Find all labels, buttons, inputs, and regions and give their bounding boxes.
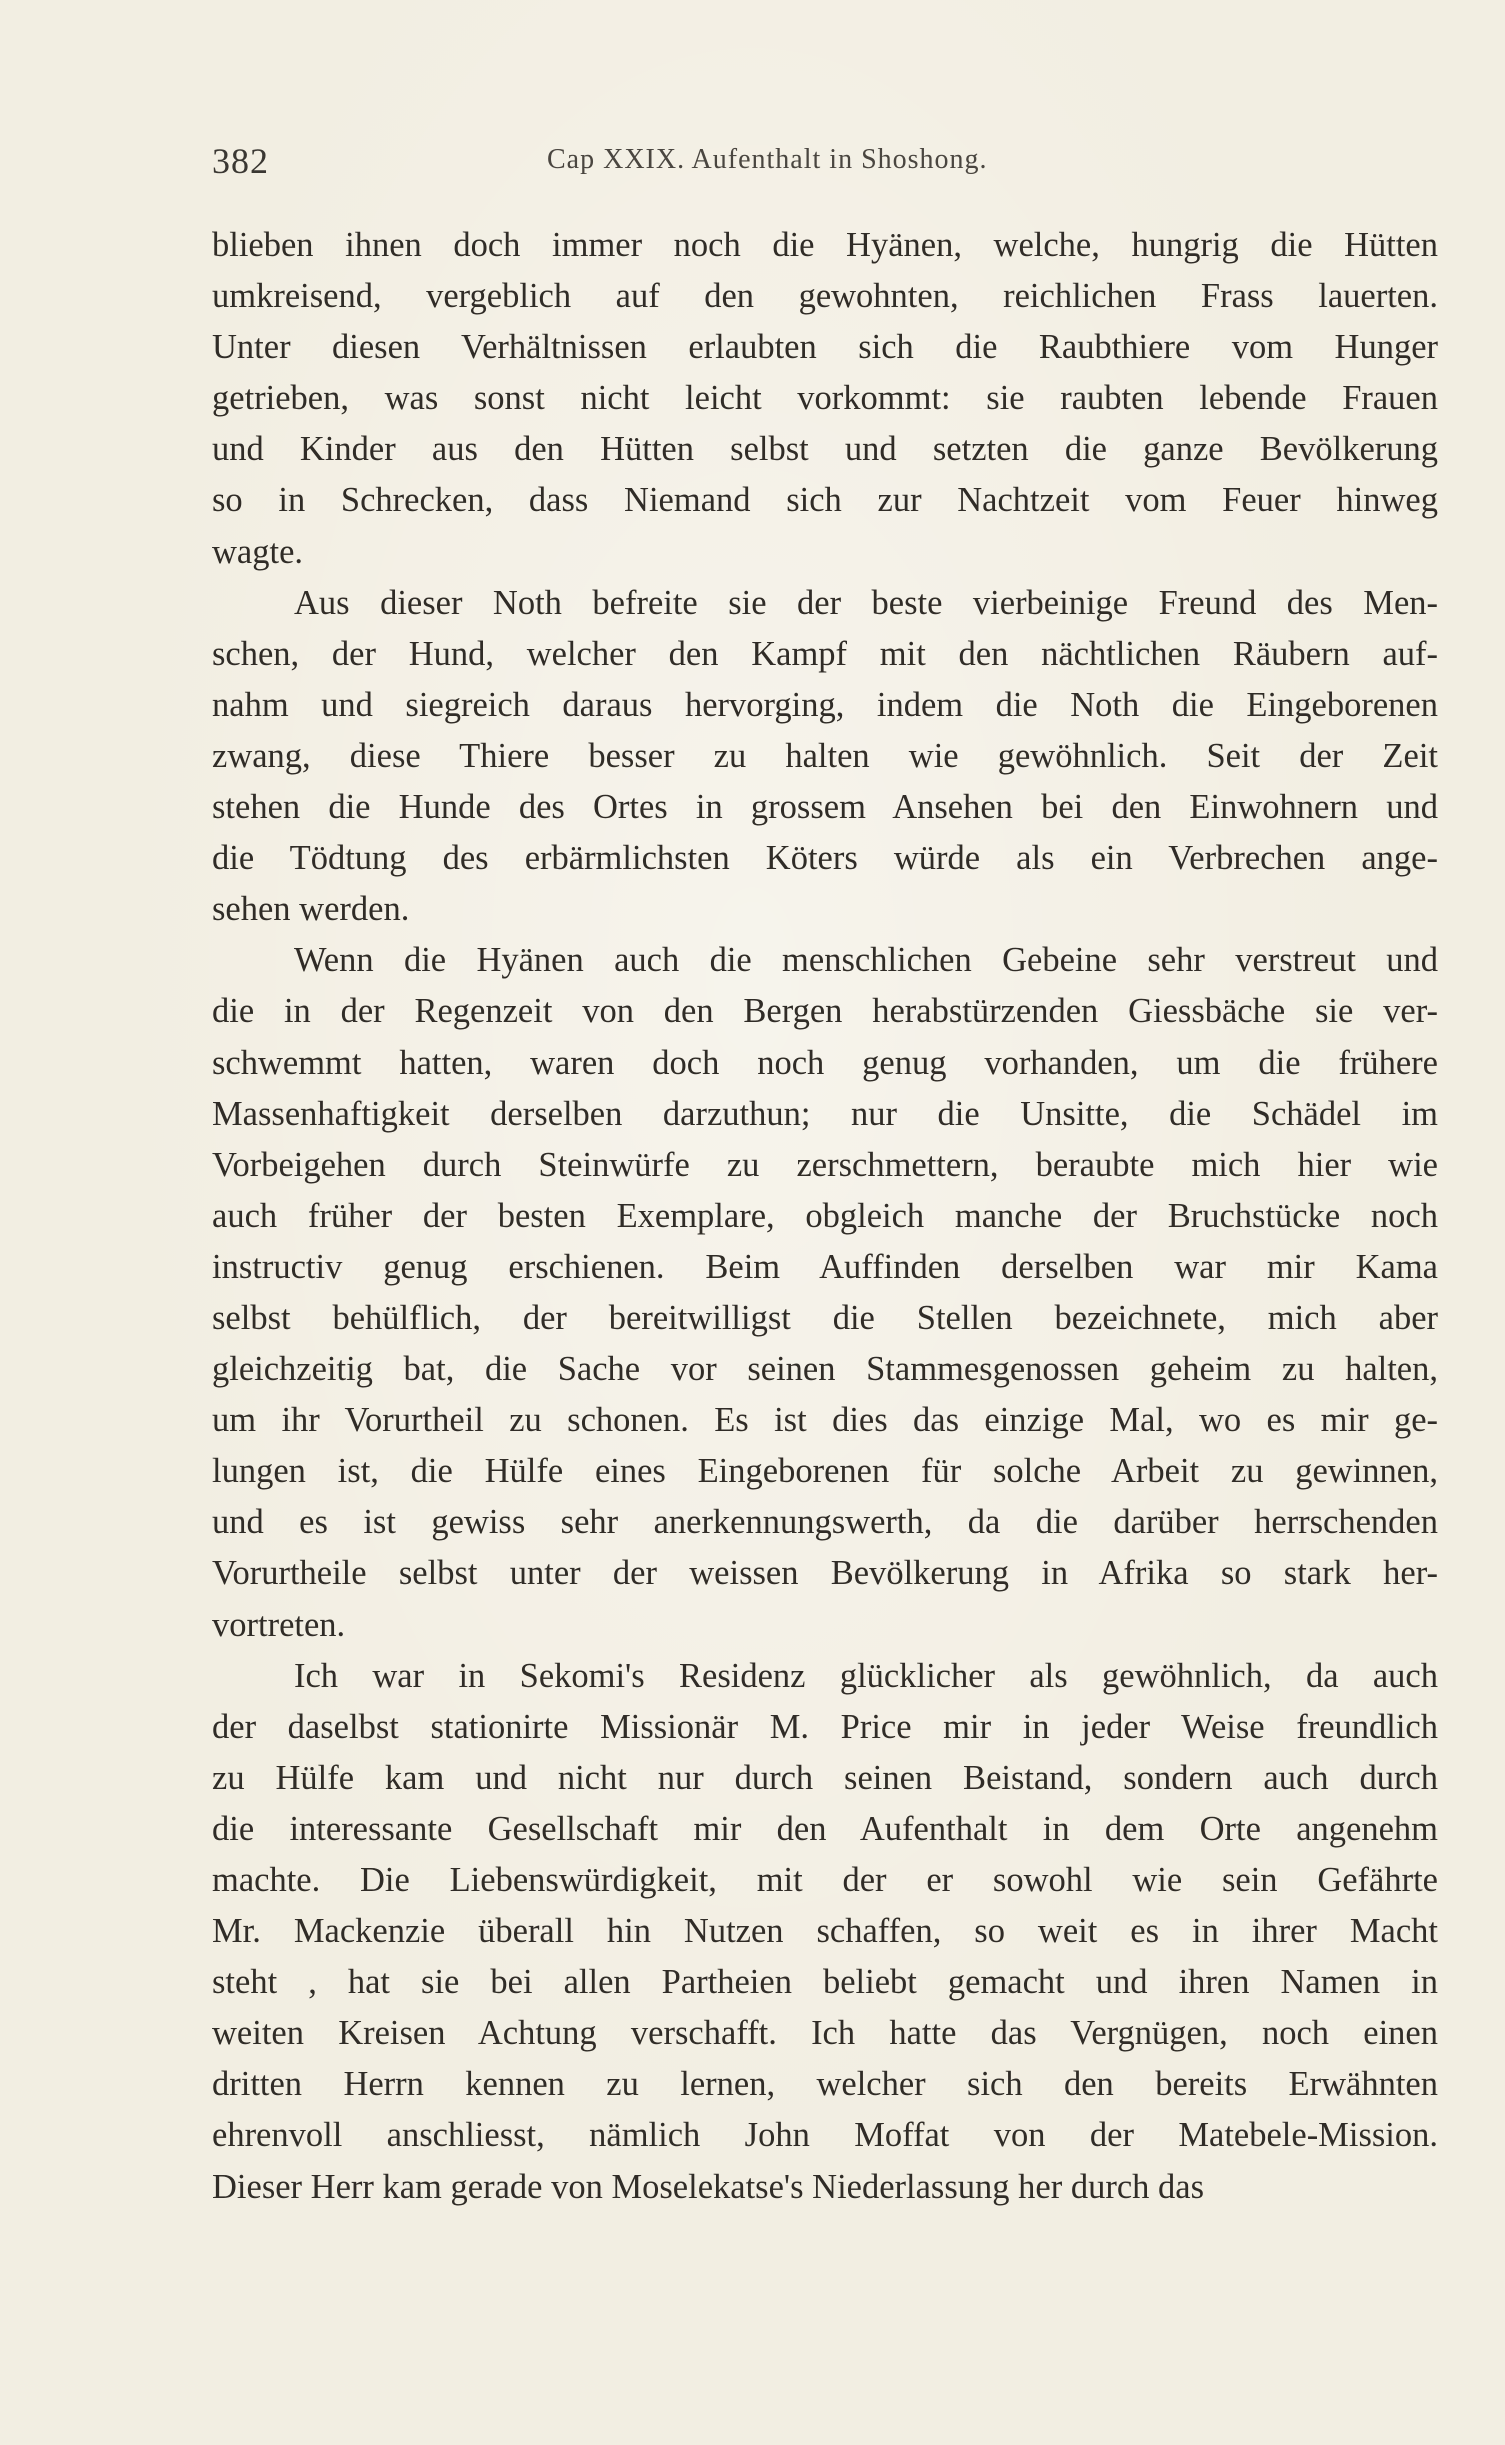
text-line: sehen werden. [212, 890, 410, 929]
paragraph [212, 220, 1438, 578]
paragraph [212, 578, 1438, 936]
body-text [212, 220, 1438, 2213]
text-line: umkreisend, vergeblich auf den gewohnten, reichlichen Frass lauerten. [212, 277, 1438, 316]
text-line: zu Hülfe kam und nicht nur durch seinen Beistand, sondern auch durch [212, 1758, 1438, 1797]
text-line: stehen die Hunde des Ortes in grossem Ansehen bei den Einwohnern und [212, 788, 1438, 827]
text-line: Unter diesen Verhältnissen erlaubten sich die Raubthiere vom Hunger [212, 328, 1438, 367]
text-line: Dieser Herr kam gerade von Moselekatse's Niederlassung her durch das [212, 2167, 1204, 2206]
text-line: gleichzeitig bat, die Sache vor seinen Stammesgenossen geheim zu halten, [212, 1350, 1438, 1389]
page-number: 382 [212, 141, 269, 181]
text-line: Wenn die Hyänen auch die menschlichen Gebeine sehr verstreut und [294, 941, 1438, 980]
text-line: ehrenvoll anschliesst, nämlich John Moffat von der Matebele-Mission. [212, 2116, 1438, 2155]
text-line: die in der Regenzeit von den Bergen herabstürzenden Giessbäche sie ver- [212, 992, 1438, 1031]
text-line: machte. Die Liebenswürdigkeit, mit der er sowohl wie sein Gefährte [212, 1861, 1438, 1899]
paragraph [212, 935, 1438, 1650]
text-line: Massenhaftigkeit derselben darzuthun; nur die Unsitte, die Schädel im [212, 1094, 1438, 1133]
text-line: Mr. Mackenzie überall hin Nutzen schaffen, so weit es in ihrer Macht [212, 1912, 1438, 1951]
text-line: schwemmt hatten, waren doch noch genug vorhanden, um die frühere [212, 1043, 1438, 1082]
text-line: lungen ist, die Hülfe eines Eingeborenen für solche Arbeit zu gewinnen, [212, 1452, 1438, 1491]
text-line: wagte. [212, 532, 304, 571]
text-line: weiten Kreisen Achtung verschafft. Ich hatte das Vergnügen, noch einen [212, 2014, 1438, 2053]
text-line: selbst behülflich, der bereitwilligst die Stellen bezeichnete, mich aber [212, 1298, 1438, 1337]
text-line: nahm und siegreich daraus hervorging, indem die Noth die Eingeborenen [212, 685, 1438, 724]
text-line: steht , hat sie bei allen Partheien beliebt gemacht und ihren Namen in [212, 1963, 1438, 2002]
text-line: auch früher der besten Exemplare, obgleich manche der Bruchstücke noch [212, 1196, 1438, 1235]
running-head [212, 140, 1342, 180]
text-line: so in Schrecken, dass Niemand sich zur Nachtzeit vom Feuer hinweg [212, 481, 1438, 520]
text-line: die Tödtung des erbärmlichsten Köters würde als ein Verbrechen ange- [212, 839, 1438, 878]
text-line: und Kinder aus den Hütten selbst und setzten die ganze Bevölkerung [212, 430, 1438, 469]
text-line: die interessante Gesellschaft mir den Aufenthalt in dem Orte angenehm [212, 1809, 1438, 1848]
text-line: getrieben, was sonst nicht leicht vorkommt: sie raubten lebende Frauen [212, 379, 1438, 418]
text-line: instructiv genug erschienen. Beim Auffinden derselben war mir Kama [212, 1247, 1438, 1286]
text-line: Vorbeigehen durch Steinwürfe zu zerschmettern, beraubte mich hier wie [212, 1145, 1438, 1184]
text-line: Vorurtheile selbst unter der weissen Bevölkerung in Afrika so stark her- [212, 1554, 1438, 1593]
text-line: der daselbst stationirte Missionär M. Price mir in jeder Weise freundlich [212, 1707, 1438, 1746]
text-line: vortreten. [212, 1605, 346, 1644]
text-line: schen, der Hund, welcher den Kampf mit den nächtlichen Räubern auf- [212, 634, 1438, 673]
text-line: blieben ihnen doch immer noch die Hyänen, welche, hungrig die Hütten [212, 226, 1438, 264]
paragraph [212, 1651, 1438, 2213]
text-line: um ihr Vorurtheil zu schonen. Es ist dies das einzige Mal, wo es mir ge- [212, 1401, 1438, 1440]
text-line: und es ist gewiss sehr anerkennungswerth, da die darüber herrschenden [212, 1503, 1438, 1542]
text-line: dritten Herrn kennen zu lernen, welcher sich den bereits Erwähnten [212, 2065, 1438, 2104]
text-line: zwang, diese Thiere besser zu halten wie gewöhnlich. Seit der Zeit [212, 736, 1438, 775]
text-line: Ich war in Sekomi's Residenz glücklicher als gewöhnlich, da auch [294, 1656, 1438, 1695]
chapter-header: Cap XXIX. Aufenthalt in Shoshong. [547, 144, 988, 175]
text-line: Aus dieser Noth befreite sie der beste vierbeinige Freund des Men- [294, 583, 1438, 622]
